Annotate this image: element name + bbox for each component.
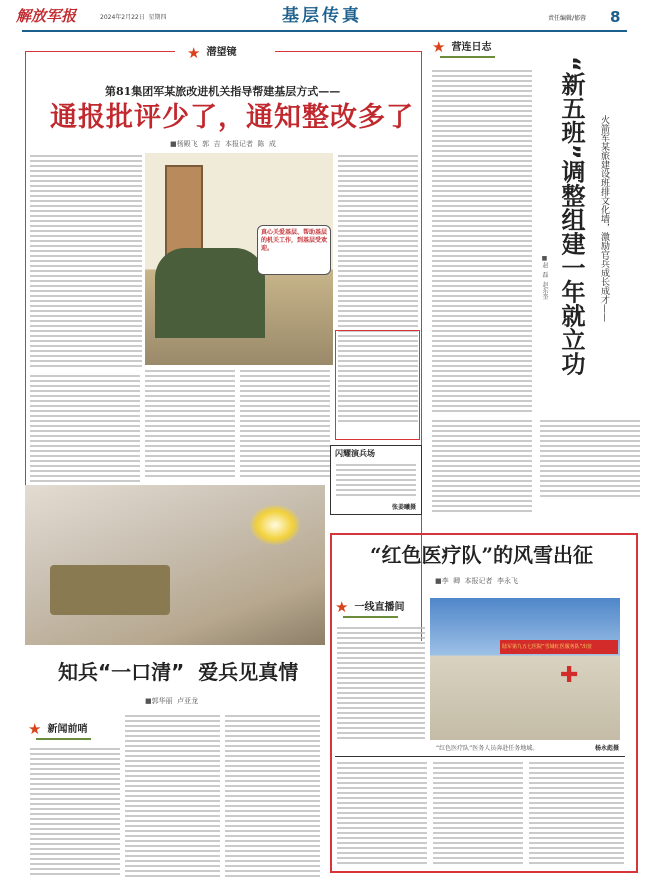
newspaper-logo: 解放军报	[16, 7, 77, 25]
article-byline: ■杨殿飞 郭 吉 本报记者 陈 成	[170, 140, 276, 148]
body-text	[145, 370, 235, 480]
body-text	[540, 420, 640, 500]
red-cross-icon: ✚	[560, 663, 579, 688]
sidebar-box-yanbingchang	[330, 445, 422, 515]
column-label: 潜望镜	[206, 47, 237, 58]
vertical-byline: ■赵 磊 赵东奎	[541, 255, 548, 300]
issue-date: 2024年2月22日 星期四	[100, 14, 167, 21]
bubble-text: 真心关爱基层、帮助基层的机关工作，到基层受欢迎。	[261, 229, 328, 252]
column-header-yingliandirizhi	[432, 40, 491, 55]
body-text	[337, 762, 427, 867]
article-kicker: 第81集团军某旅改进机关指导帮建基层方式——	[105, 85, 341, 98]
star-icon: ★	[432, 38, 446, 56]
photo-credit: 张姜曦摄	[391, 503, 416, 511]
column-header-xinwenqianshao	[28, 722, 87, 737]
explosion	[250, 505, 300, 545]
military-vehicle	[50, 565, 170, 615]
banner: 陆军第九五七医院“雪域红医服务队”出征	[500, 640, 618, 654]
soldier-figures	[155, 248, 265, 338]
vertical-subtitle: 火箭军某旅建设班排文化墙，激励官兵成长成才——	[599, 115, 609, 322]
article-byline: ■郭华丽 卢亚龙	[145, 697, 199, 705]
star-icon: ★	[28, 720, 42, 738]
star-icon: ★	[335, 598, 349, 616]
sidebar-text	[336, 464, 416, 497]
photo-credit: 杨永彪摄	[595, 745, 620, 752]
door	[165, 165, 203, 260]
masthead-rule	[22, 30, 627, 32]
vertical-headline: “新五班”调整组建一年就立功	[557, 56, 585, 376]
highlight-box	[335, 330, 420, 440]
medical-team-photo	[430, 598, 620, 740]
article-byline: ■李 卿 本报记者 李永飞	[435, 577, 518, 585]
column-header-qianwangjing	[175, 43, 275, 63]
body-text	[337, 627, 425, 742]
column-label: 营连日志	[451, 41, 492, 53]
editor-credit: 责任编辑/郁蓉	[548, 15, 587, 22]
body-text	[432, 70, 532, 415]
body-text	[30, 748, 120, 878]
body-text	[225, 715, 320, 878]
body-text	[30, 375, 140, 485]
body-text	[240, 370, 330, 480]
page-number: 8	[610, 8, 621, 26]
article-headline: “红色医疗队”的风雪出征	[370, 543, 594, 567]
divider	[335, 756, 625, 757]
body-text	[433, 762, 523, 867]
body-text	[30, 155, 142, 370]
column-label: 一线直播间	[354, 601, 405, 613]
column-header-yixianzhibojian	[335, 600, 404, 615]
artillery-photo	[25, 485, 325, 645]
body-text	[125, 715, 220, 878]
sidebar-title: 闪耀演兵场	[335, 449, 375, 458]
body-text	[529, 762, 624, 867]
photo-caption: “红色医疗队”医务人员奔赴任务地域。	[436, 745, 539, 752]
section-title: 基层传真	[282, 6, 362, 26]
cartoon-illustration	[145, 153, 333, 365]
article-headline: 知兵“一口清” 爱兵见真情	[58, 660, 299, 684]
speech-bubble	[257, 225, 331, 275]
article-headline: 通报批评少了，通知整改多了	[50, 102, 414, 133]
star-icon: ★	[187, 43, 201, 62]
column-label: 新闻前哨	[47, 723, 88, 735]
body-text	[432, 420, 532, 515]
